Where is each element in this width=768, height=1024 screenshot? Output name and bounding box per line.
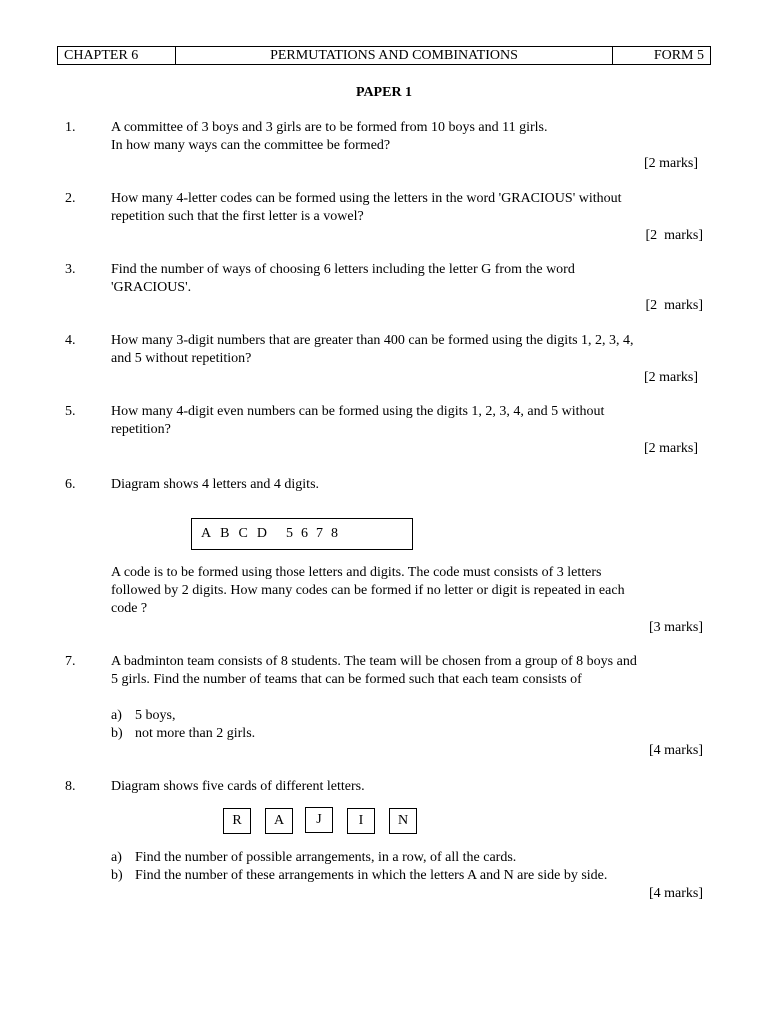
question-text-line: A code is to be formed using those letters and digits. The code must consists of 3 letters (111, 565, 602, 580)
subpart-text: not more than 2 girls. (135, 726, 256, 741)
subpart-label: b) (111, 726, 123, 741)
letter-card: R (223, 808, 251, 834)
subpart-text: Find the number of possible arrangements, in a row, of all the cards. (135, 850, 517, 865)
box-digit: 7 (315, 526, 323, 541)
header-table (57, 46, 711, 65)
question-number: 5. (65, 404, 76, 419)
question-number: 1. (65, 120, 76, 135)
letter-card: I (347, 808, 375, 834)
question-text-line: Find the number of ways of choosing 6 letters including the letter G from the word (111, 262, 575, 277)
question-text-line: How many 3-digit numbers that are greater than 400 can be formed using the digits 1, 2, 3, 4, (111, 333, 634, 348)
question-intro: Diagram shows 4 letters and 4 digits. (111, 477, 320, 492)
chapter-label: CHAPTER 6 (58, 47, 176, 64)
question-number: 6. (65, 477, 76, 492)
question-text-line: A committee of 3 boys and 3 girls are to be formed from 10 boys and 11 girls. (111, 120, 548, 135)
question-text-line: How many 4-letter codes can be formed using the letters in the word 'GRACIOUS' without (111, 191, 622, 206)
question-number: 8. (65, 779, 76, 794)
question-number: 7. (65, 654, 76, 669)
subpart-label: a) (111, 850, 122, 865)
question-text-line: and 5 without repetition? (111, 351, 252, 366)
box-digits (286, 525, 346, 543)
question-text-line: repetition? (111, 422, 171, 437)
marks-label: [2 marks] (643, 370, 698, 385)
box-letter: A (201, 526, 212, 541)
marks-label: [2 marks] (645, 228, 703, 243)
subpart-b (111, 725, 255, 743)
paper-title: PAPER 1 (355, 85, 413, 100)
marks-label: [2 marks] (643, 441, 698, 456)
letter-card: J (305, 807, 333, 833)
question-text-line: repetition such that the first letter is a vowel? (111, 209, 364, 224)
question-text-line: In how many ways can the committee be formed? (111, 138, 391, 153)
subpart-label: a) (111, 708, 122, 723)
subpart-a (111, 707, 175, 725)
marks-label: [3 marks] (648, 620, 703, 635)
marks-label: [2 marks] (643, 156, 698, 171)
chapter-title: PERMUTATIONS AND COMBINATIONS (176, 47, 613, 64)
question-text-line: 'GRACIOUS'. (111, 280, 192, 295)
subpart-text: 5 boys, (135, 708, 176, 723)
box-letters (201, 525, 276, 543)
subpart-a (111, 849, 516, 867)
question-text-line: How many 4-digit even numbers can be formed using the digits 1, 2, 3, 4, and 5 without (111, 404, 605, 419)
letters-digits-box (191, 518, 413, 550)
subpart-label: b) (111, 868, 123, 883)
box-digit: 8 (330, 526, 338, 541)
question-number: 3. (65, 262, 76, 277)
box-letter: C (238, 526, 248, 541)
letter-card: A (265, 808, 293, 834)
box-digit: 6 (300, 526, 308, 541)
question-text-line: followed by 2 digits. How many codes can be formed if no letter or digit is repeated in each (111, 583, 625, 598)
marks-label: [4 marks] (648, 743, 703, 758)
marks-label: [2 marks] (645, 298, 703, 313)
question-text-line: 5 girls. Find the number of teams that can be formed such that each team consists of (111, 672, 582, 687)
box-digit: 5 (285, 526, 293, 541)
question-text-line: A badminton team consists of 8 students. The team will be chosen from a group of 8 boys and (111, 654, 637, 669)
form-label: FORM 5 (653, 48, 704, 63)
question-intro: Diagram shows five cards of different letters. (111, 779, 365, 794)
marks-label: [4 marks] (648, 886, 703, 901)
subpart-text: Find the number of these arrangements in which the letters A and N are side by side. (135, 868, 608, 883)
question-number: 4. (65, 333, 76, 348)
question-text-line: code ? (111, 601, 148, 616)
question-number: 2. (65, 191, 76, 206)
box-letter: B (220, 526, 230, 541)
letter-card: N (389, 808, 417, 834)
box-letter: D (256, 526, 267, 541)
subpart-b (111, 867, 607, 885)
